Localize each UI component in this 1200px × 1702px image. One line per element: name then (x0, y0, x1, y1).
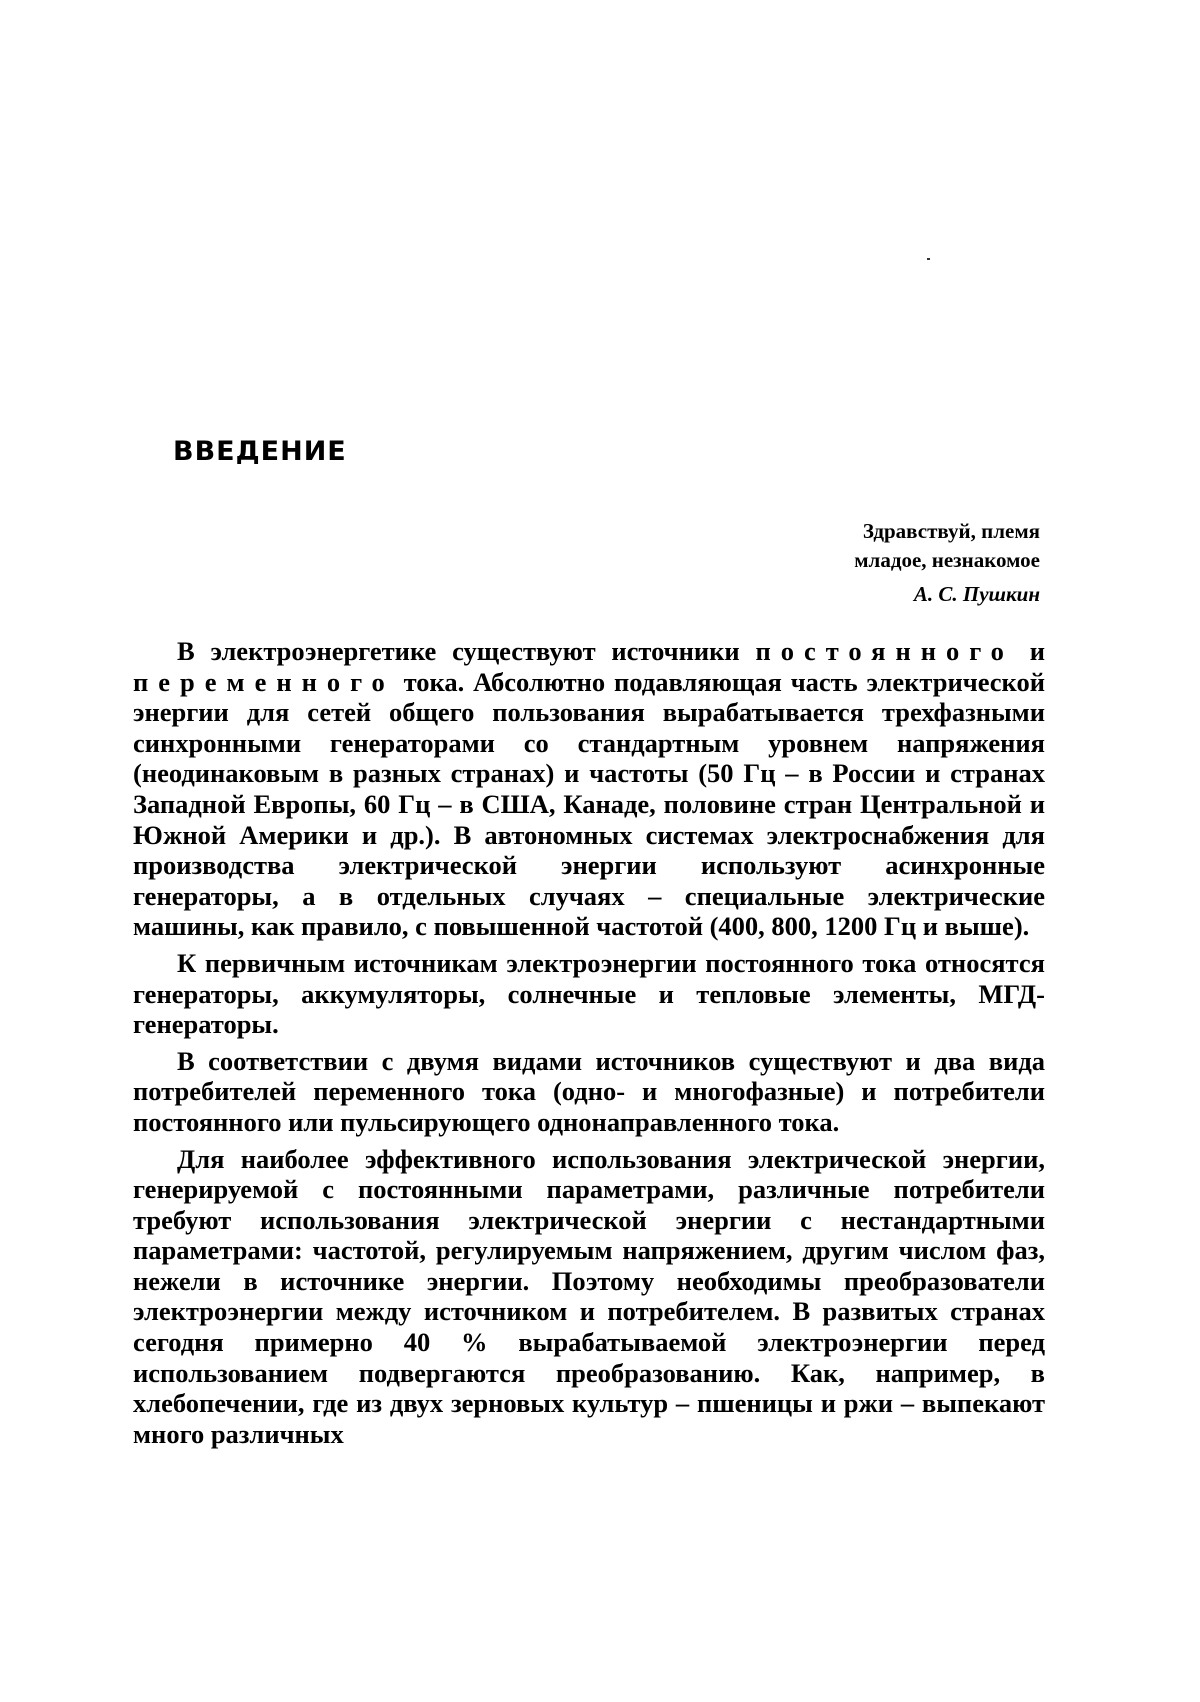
paragraph-1-part-c: и (1013, 636, 1045, 666)
body-text (133, 636, 1045, 1455)
epigraph (680, 517, 1040, 609)
emphasis-constant: постоянного (755, 636, 1014, 666)
paragraph-3: В соответствии с двумя видами источников существуют и два вида потребителей переменного тока (одно- и многофазные) и потребители постоянного или пульсирующего однонаправленного тока. (133, 1045, 1045, 1137)
epigraph-line-2: младое, незнакомое (854, 548, 1040, 572)
paragraph-1-part-a: В электроэнергетике существуют источники (177, 636, 756, 666)
section-heading: ВВЕДЕНИЕ (173, 436, 347, 467)
scan-speck (927, 258, 930, 260)
paragraph-1-part-e: тока. Абсолютно подавляющая часть электрической энергии для сетей общего пользования вырабатывается трехфазными синхронными генераторами со стандартным уровнем напряжения (неодинаковым в разных странах) и частоты (50 Гц – в России и странах Западной Европы, 60 Гц – в США, Канаде, половине стран Центральной и Южной Америки и др.). В автономных системах электроснабжения для производства электрической энергии используют асинхронные генераторы, а в отдельных случаях – специальные электрические машины, как правило, с повышенной частотой (400, 800, 1200 Гц и выше). (133, 666, 1045, 942)
paragraph-2: К первичным источникам электроэнергии постоянного тока относятся генераторы, аккумуляторы, солнечные и тепловые элементы, МГД-генераторы. (133, 947, 1045, 1040)
epigraph-author: А. С. Пушкин (913, 582, 1040, 606)
epigraph-line-1: Здравствуй, племя (862, 519, 1040, 543)
paragraph-4: Для наиболее эффективного использования электрической энергии, генерируемой с постоянными параметрами, различные потребители требуют использования электрической энергии с нестандартными параметрами: частотой, регулируемым напряжением, другим числом фаз, нежели в источнике энергии. Поэтому необходимы преобразователи электроэнергии между источником и потребителем. В развитых странах сегодня примерно 40 % вырабатываемой электроэнергии перед использованием подвергаются преобразованию. Как, например, в хлебопечении, где из двух зерновых культур – пшеницы и ржи – выпекают много различных (133, 1143, 1045, 1449)
paragraph-1 (133, 636, 1045, 942)
emphasis-alternating: переменного (133, 666, 395, 697)
